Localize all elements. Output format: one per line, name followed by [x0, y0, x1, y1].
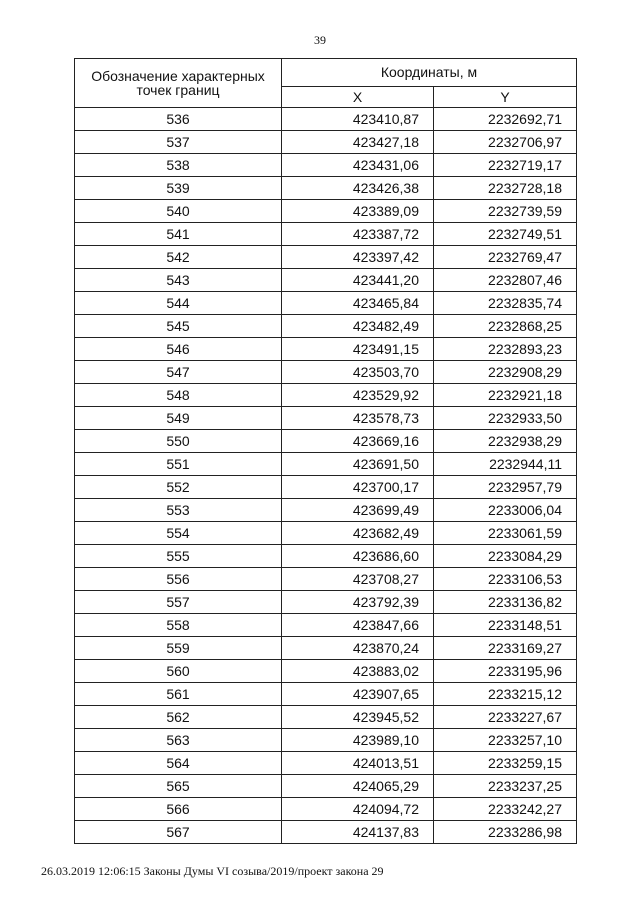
- table-row: [75, 706, 577, 729]
- y-coordinate-cell: 2233136,82: [434, 591, 577, 614]
- x-coordinate-cell: 423691,50: [282, 453, 434, 476]
- y-coordinate-cell: 2232921,18: [434, 384, 577, 407]
- point-cell: 539: [75, 177, 282, 200]
- point-cell: 552: [75, 476, 282, 499]
- point-cell: 549: [75, 407, 282, 430]
- point-cell: 541: [75, 223, 282, 246]
- y-coordinate-cell: 2233061,59: [434, 522, 577, 545]
- y-coordinate-cell: 2233169,27: [434, 637, 577, 660]
- table-row: [75, 614, 577, 637]
- point-cell: 563: [75, 729, 282, 752]
- y-coordinate-cell: 2232692,71: [434, 108, 577, 131]
- x-coordinate-cell: 424065,29: [282, 775, 434, 798]
- table-row: [75, 476, 577, 499]
- x-coordinate-cell: 423708,27: [282, 568, 434, 591]
- x-coordinate-cell: 423465,84: [282, 292, 434, 315]
- x-coordinate-cell: 423410,87: [282, 108, 434, 131]
- point-cell: 554: [75, 522, 282, 545]
- y-coordinate-cell: 2232868,25: [434, 315, 577, 338]
- x-coordinate-cell: 423578,73: [282, 407, 434, 430]
- point-cell: 546: [75, 338, 282, 361]
- table-row: [75, 821, 577, 844]
- point-cell: 540: [75, 200, 282, 223]
- y-coordinate-cell: 2232908,29: [434, 361, 577, 384]
- x-coordinate-cell: 423883,02: [282, 660, 434, 683]
- table-row: [75, 775, 577, 798]
- header-x: X: [282, 86, 434, 107]
- table-row: [75, 683, 577, 706]
- y-coordinate-cell: 2232938,29: [434, 430, 577, 453]
- table-row: [75, 338, 577, 361]
- table-row: [75, 798, 577, 821]
- point-cell: 557: [75, 591, 282, 614]
- table-row: [75, 545, 577, 568]
- table-row: [75, 637, 577, 660]
- point-cell: 551: [75, 453, 282, 476]
- header-coordinates: Координаты, м: [282, 59, 577, 87]
- x-coordinate-cell: 423989,10: [282, 729, 434, 752]
- x-coordinate-cell: 424094,72: [282, 798, 434, 821]
- x-coordinate-cell: 423792,39: [282, 591, 434, 614]
- table-row: [75, 361, 577, 384]
- point-cell: 565: [75, 775, 282, 798]
- y-coordinate-cell: 2233106,53: [434, 568, 577, 591]
- y-coordinate-cell: 2232719,17: [434, 154, 577, 177]
- x-coordinate-cell: 423847,66: [282, 614, 434, 637]
- point-cell: 544: [75, 292, 282, 315]
- x-coordinate-cell: 423389,09: [282, 200, 434, 223]
- y-coordinate-cell: 2233195,96: [434, 660, 577, 683]
- y-coordinate-cell: 2232706,97: [434, 131, 577, 154]
- document-footer: 26.03.2019 12:06:15 Законы Думы VI созыва/2019/проект закона 29: [41, 864, 384, 878]
- point-cell: 542: [75, 246, 282, 269]
- table-row: [75, 453, 577, 476]
- table-row: [75, 131, 577, 154]
- table-row: [75, 752, 577, 775]
- x-coordinate-cell: 423387,72: [282, 223, 434, 246]
- point-cell: 547: [75, 361, 282, 384]
- point-cell: 550: [75, 430, 282, 453]
- x-coordinate-cell: 423441,20: [282, 269, 434, 292]
- y-coordinate-cell: 2232933,50: [434, 407, 577, 430]
- x-coordinate-cell: 423700,17: [282, 476, 434, 499]
- table-row: [75, 729, 577, 752]
- table-row: [75, 499, 577, 522]
- x-coordinate-cell: 423945,52: [282, 706, 434, 729]
- point-cell: 553: [75, 499, 282, 522]
- y-coordinate-cell: 2233242,27: [434, 798, 577, 821]
- x-coordinate-cell: 423907,65: [282, 683, 434, 706]
- y-coordinate-cell: 2233084,29: [434, 545, 577, 568]
- table-row: [75, 568, 577, 591]
- point-cell: 559: [75, 637, 282, 660]
- y-coordinate-cell: 2232957,79: [434, 476, 577, 499]
- table-row: [75, 108, 577, 131]
- point-cell: 566: [75, 798, 282, 821]
- point-cell: 556: [75, 568, 282, 591]
- point-cell: 561: [75, 683, 282, 706]
- point-cell: 536: [75, 108, 282, 131]
- x-coordinate-cell: 423699,49: [282, 499, 434, 522]
- point-cell: 548: [75, 384, 282, 407]
- y-coordinate-cell: 2232749,51: [434, 223, 577, 246]
- x-coordinate-cell: 424137,83: [282, 821, 434, 844]
- table-row: [75, 200, 577, 223]
- header-y: Y: [434, 86, 577, 107]
- y-coordinate-cell: 2233148,51: [434, 614, 577, 637]
- point-cell: 567: [75, 821, 282, 844]
- y-coordinate-cell: 2232835,74: [434, 292, 577, 315]
- header-point-designation: Обозначение характерных точек границ: [75, 59, 282, 108]
- x-coordinate-cell: 424013,51: [282, 752, 434, 775]
- point-cell: 558: [75, 614, 282, 637]
- table-header: [75, 59, 577, 108]
- table-body: [75, 108, 577, 844]
- point-cell: 560: [75, 660, 282, 683]
- y-coordinate-cell: 2232893,23: [434, 338, 577, 361]
- y-coordinate-cell: 2233237,25: [434, 775, 577, 798]
- point-cell: 545: [75, 315, 282, 338]
- x-coordinate-cell: 423686,60: [282, 545, 434, 568]
- point-cell: 538: [75, 154, 282, 177]
- table-row: [75, 384, 577, 407]
- table-row: [75, 292, 577, 315]
- y-coordinate-cell: 2232807,46: [434, 269, 577, 292]
- x-coordinate-cell: 423491,15: [282, 338, 434, 361]
- y-coordinate-cell: 2232728,18: [434, 177, 577, 200]
- y-coordinate-cell: 2233006,04: [434, 499, 577, 522]
- table-row: [75, 154, 577, 177]
- table-row: [75, 315, 577, 338]
- point-cell: 564: [75, 752, 282, 775]
- y-coordinate-cell: 2233215,12: [434, 683, 577, 706]
- x-coordinate-cell: 423669,16: [282, 430, 434, 453]
- point-cell: 543: [75, 269, 282, 292]
- table-row: [75, 246, 577, 269]
- x-coordinate-cell: 423503,70: [282, 361, 434, 384]
- x-coordinate-cell: 423397,42: [282, 246, 434, 269]
- y-coordinate-cell: 2233259,15: [434, 752, 577, 775]
- y-coordinate-cell: 2233227,67: [434, 706, 577, 729]
- y-coordinate-cell: 2233286,98: [434, 821, 577, 844]
- table-row: [75, 223, 577, 246]
- table-row: [75, 269, 577, 292]
- table-row: [75, 591, 577, 614]
- table-row: [75, 522, 577, 545]
- page-number: 39: [314, 33, 326, 47]
- point-cell: 537: [75, 131, 282, 154]
- y-coordinate-cell: 2233257,10: [434, 729, 577, 752]
- table-row: [75, 430, 577, 453]
- x-coordinate-cell: 423431,06: [282, 154, 434, 177]
- y-coordinate-cell: 2232769,47: [434, 246, 577, 269]
- table-row: [75, 177, 577, 200]
- x-coordinate-cell: 423870,24: [282, 637, 434, 660]
- x-coordinate-cell: 423682,49: [282, 522, 434, 545]
- x-coordinate-cell: 423426,38: [282, 177, 434, 200]
- y-coordinate-cell: 2232739,59: [434, 200, 577, 223]
- point-cell: 562: [75, 706, 282, 729]
- point-cell: 555: [75, 545, 282, 568]
- table-row: [75, 407, 577, 430]
- x-coordinate-cell: 423529,92: [282, 384, 434, 407]
- y-coordinate-cell: 2232944,11: [434, 453, 577, 476]
- coordinates-table: [74, 58, 577, 844]
- table-row: [75, 660, 577, 683]
- x-coordinate-cell: 423427,18: [282, 131, 434, 154]
- x-coordinate-cell: 423482,49: [282, 315, 434, 338]
